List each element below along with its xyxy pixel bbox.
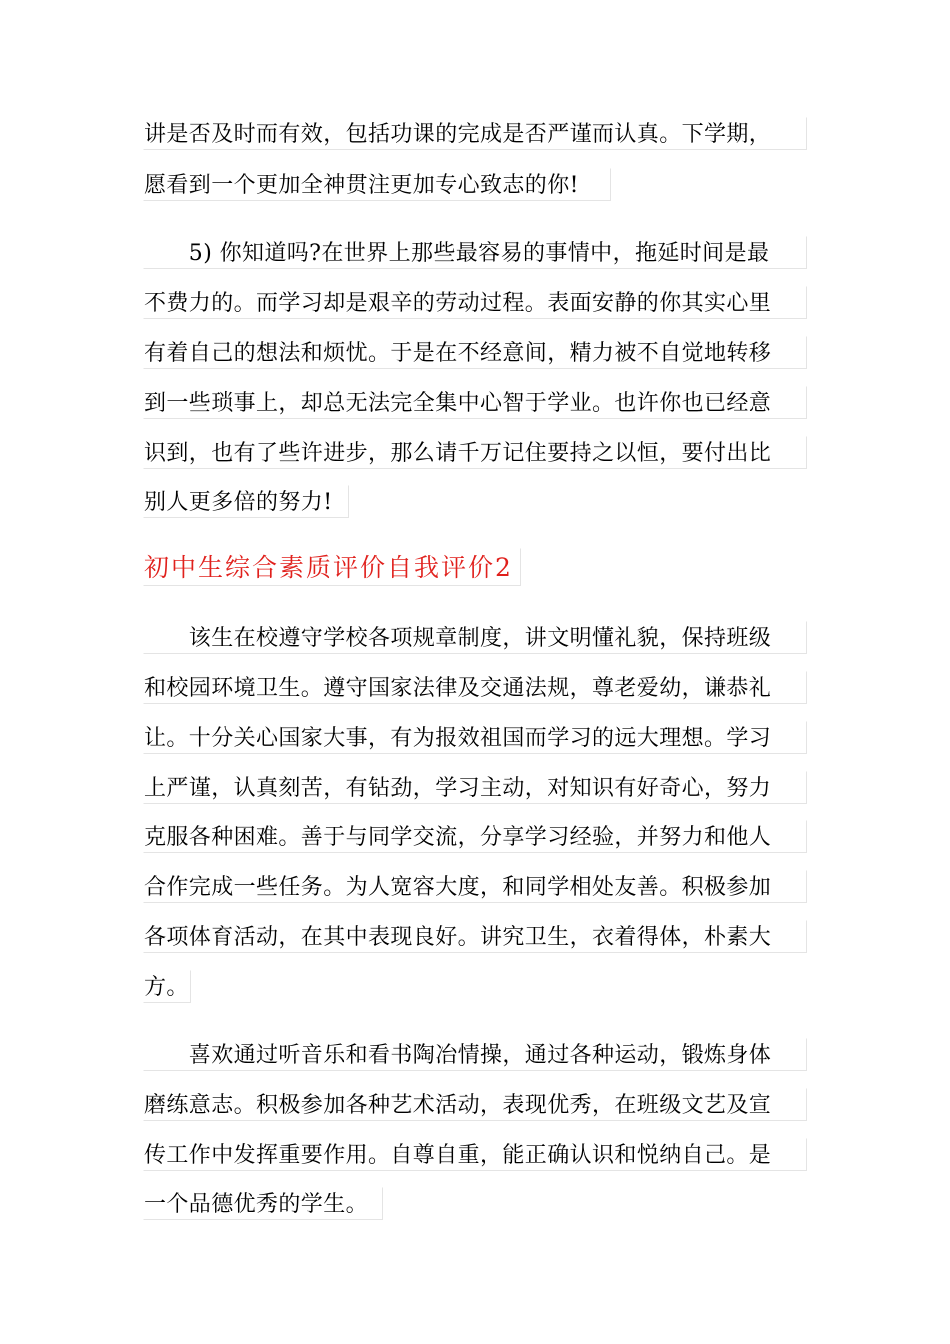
paragraph-line: 传工作中发挥重要作用。自尊自重，能正确认识和悦纳自己。是	[143, 1138, 807, 1171]
paragraph-line: 一个品德优秀的学生。	[143, 1187, 383, 1220]
paragraph-line: 到一些琐事上，却总无法完全集中心智于学业。也许你也已经意	[143, 386, 807, 419]
paragraph-line: 不费力的。而学习却是艰辛的劳动过程。表面安静的你其实心里	[143, 286, 807, 319]
paragraph-line: 5) 你知道吗?在世界上那些最容易的事情中，拖延时间是最	[143, 236, 807, 269]
section-heading: 初中生综合素质评价自我评价2	[143, 548, 521, 586]
paragraph-line: 克服各种困难。善于与同学交流，分享学习经验，并努力和他人	[143, 820, 807, 853]
paragraph-line: 愿看到一个更加全神贯注更加专心致志的你!	[143, 168, 611, 201]
paragraph-line: 别人更多倍的努力!	[143, 485, 349, 518]
paragraph-line: 合作完成一些任务。为人宽容大度，和同学相处友善。积极参加	[143, 870, 807, 903]
paragraph-line: 讲是否及时而有效，包括功课的完成是否严谨而认真。下学期，	[143, 117, 807, 150]
paragraph-line: 有着自己的想法和烦忧。于是在不经意间，精力被不自觉地转移	[143, 336, 807, 369]
paragraph-line: 方。	[143, 970, 191, 1003]
paragraph-line: 磨练意志。积极参加各种艺术活动，表现优秀，在班级文艺及宣	[143, 1088, 807, 1121]
paragraph-line: 识到，也有了些许进步，那么请千万记住要持之以恒，要付出比	[143, 436, 807, 469]
paragraph-line: 各项体育活动，在其中表现良好。讲究卫生，衣着得体，朴素大	[143, 920, 807, 953]
paragraph-line: 让。十分关心国家大事，有为报效祖国而学习的远大理想。学习	[143, 721, 807, 754]
paragraph-line: 上严谨，认真刻苦，有钻劲，学习主动，对知识有好奇心，努力	[143, 771, 807, 804]
paragraph-line: 和校园环境卫生。遵守国家法律及交通法规，尊老爱幼，谦恭礼	[143, 671, 807, 704]
paragraph-line: 喜欢通过听音乐和看书陶冶情操，通过各种运动，锻炼身体	[143, 1038, 807, 1071]
paragraph-line: 该生在校遵守学校各项规章制度，讲文明懂礼貌，保持班级	[143, 621, 807, 654]
